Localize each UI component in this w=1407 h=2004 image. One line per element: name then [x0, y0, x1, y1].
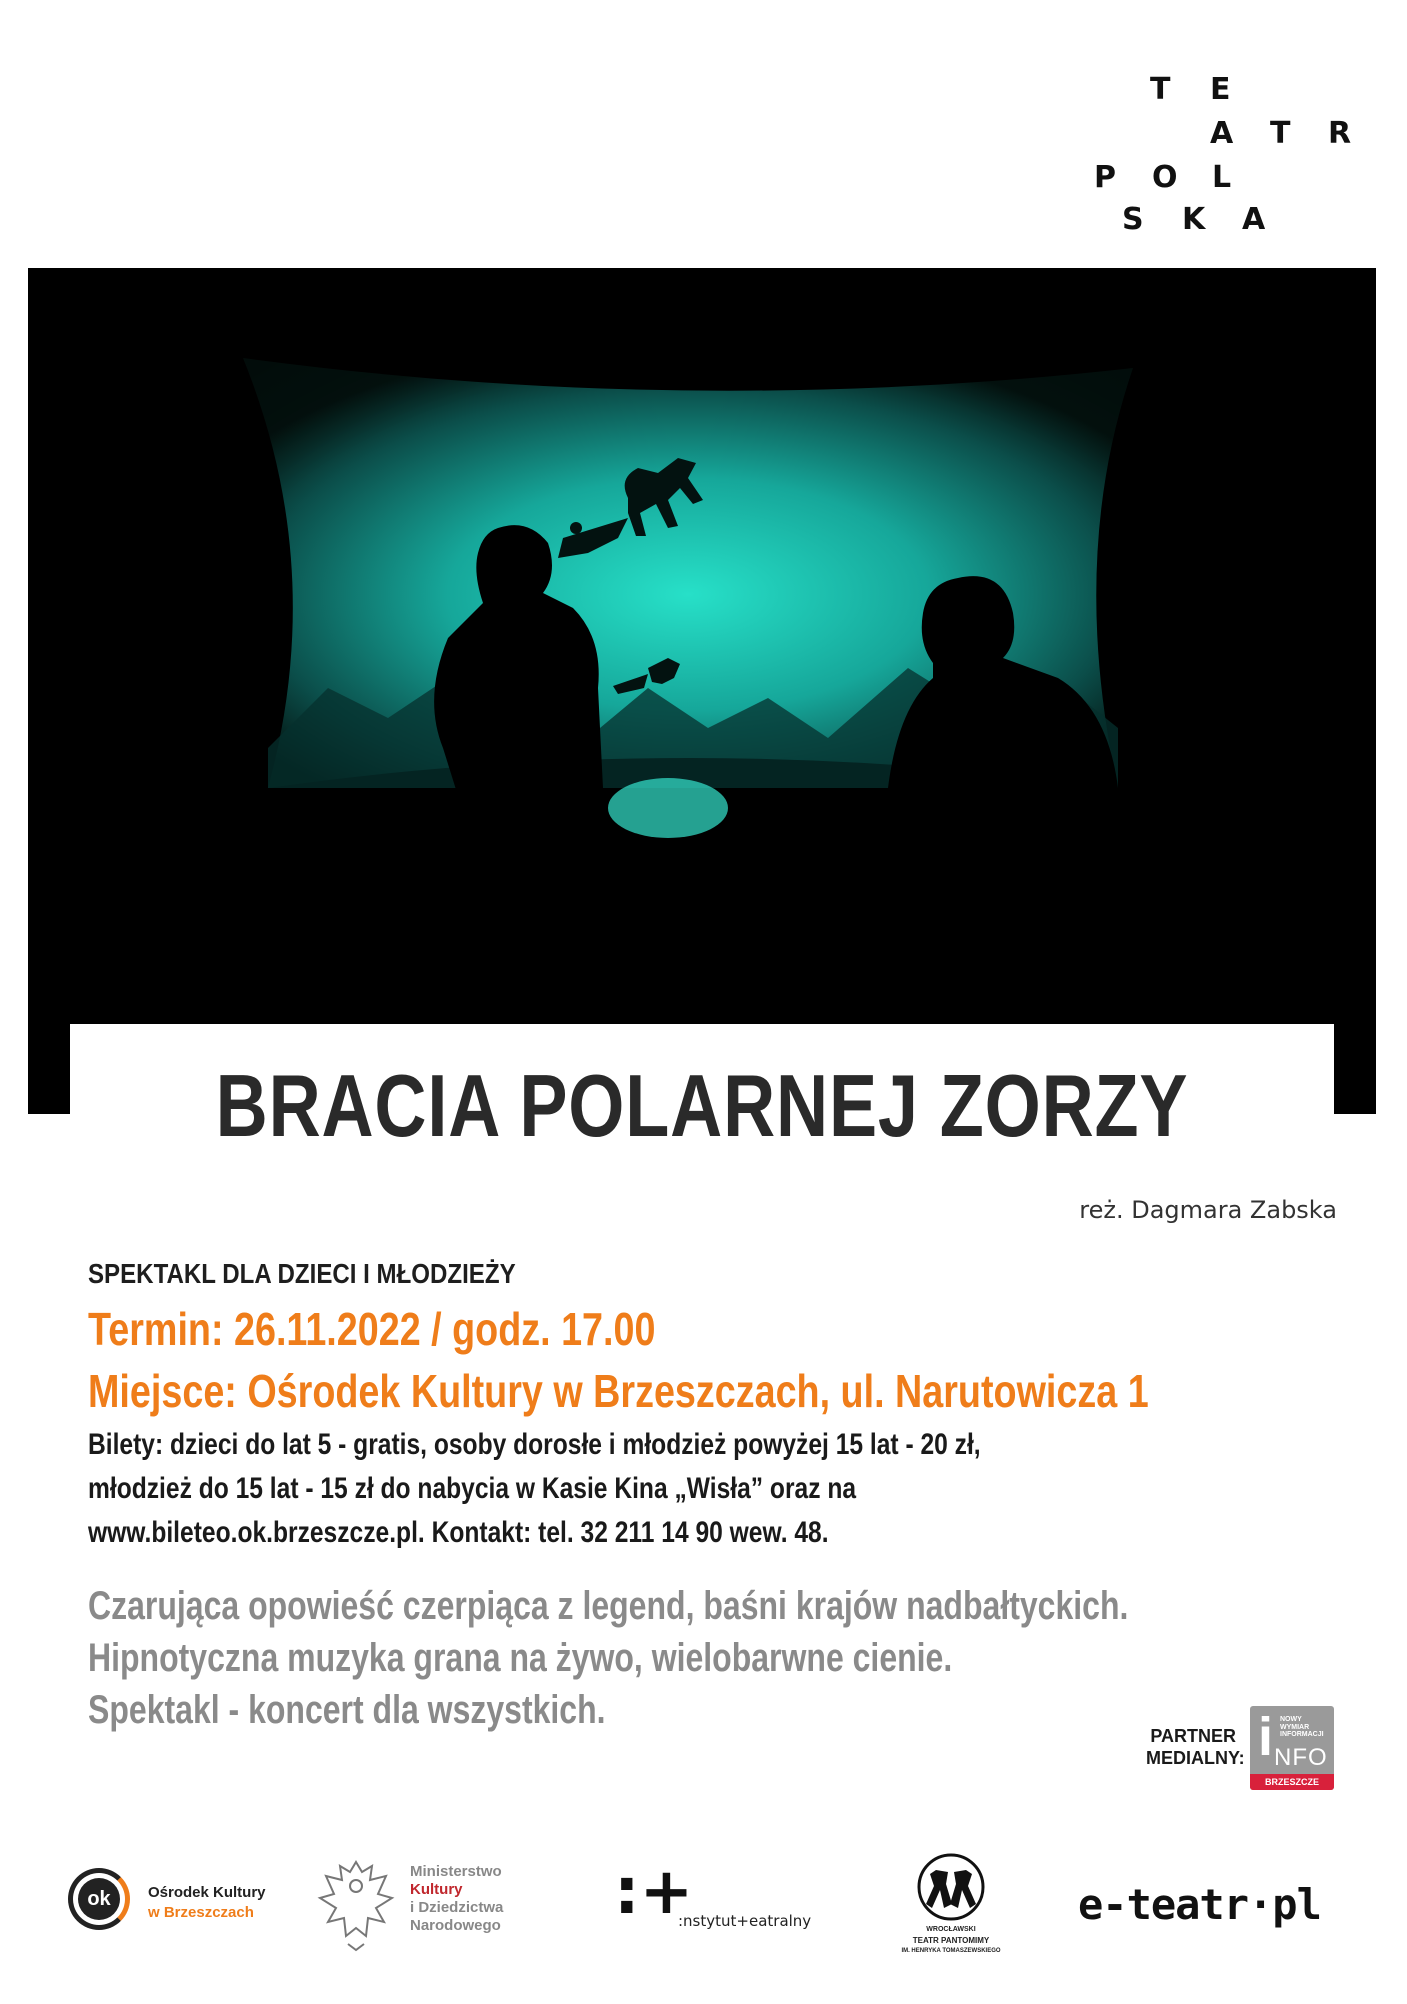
- logo-letter: L: [1212, 160, 1232, 195]
- logo-letter: R: [1328, 116, 1352, 151]
- e-teatr-logo: e-teatr·pl: [1078, 1880, 1321, 1929]
- event-date-time: Termin: 26.11.2022 / godz. 17.00: [88, 1303, 656, 1355]
- logo-letter: S: [1122, 202, 1144, 237]
- teatr-polska-logo: [1090, 72, 1352, 237]
- media-partner-label: PARTNER MEDIALNY:: [1146, 1726, 1245, 1768]
- ministry-culture-logo: Ministerstwo Kultury i Dziedzictwa Narodowego: [316, 1856, 546, 1956]
- logo-letter: T: [1150, 72, 1171, 107]
- logo-letter: E: [1210, 72, 1231, 107]
- event-venue: Miejsce: Ośrodek Kultury w Brzeszczach, ul. Narutowicza 1: [88, 1365, 1149, 1417]
- tickets-line: Bilety: dzieci do lat 5 - gratis, osoby dorosłe i młodzież powyżej 15 lat - 20 zł,: [88, 1428, 981, 1461]
- eagle-emblem-icon: [316, 1856, 396, 1952]
- instytut-teatralny-logo: :+ :nstytut+eatralny: [614, 1855, 812, 1930]
- logo-letter: T: [1270, 116, 1291, 151]
- teatr-pantomimy-logo: WROCŁAWSKI TEATR PANTOMIMY IM. HENRYKA TOMASZEWSKIEGO: [896, 1850, 1006, 1960]
- stage-photo: [28, 268, 1376, 1114]
- mime-figures-icon: [896, 1850, 1006, 1924]
- title-panel: [70, 1024, 1334, 1192]
- tickets-line: młodzież do 15 lat - 15 zł do nabycia w Kasie Kina „Wisła” oraz na: [88, 1472, 857, 1505]
- info-brzeszcze-logo: i NOWY WYMIAR INFORMACJI NFO BRZESZCZE: [1250, 1706, 1334, 1790]
- director-credit: reż. Dagmara Zabska: [1079, 1196, 1337, 1224]
- logo-letter: P: [1094, 160, 1116, 195]
- page-title: BRACIA POLARNEJ ZORZY: [215, 1056, 1189, 1155]
- osrodek-kultury-logo: ok Ośrodek Kultury w Brzeszczach: [68, 1862, 278, 1942]
- sponsor-logos: [0, 1850, 1407, 1970]
- logo-letter: K: [1182, 202, 1206, 237]
- description-line: Spektakl - koncert dla wszystkich.: [88, 1688, 606, 1732]
- logo-letter: O: [1152, 160, 1178, 195]
- ok-mark: ok: [78, 1878, 120, 1920]
- event-subtitle: SPEKTAKL DLA DZIECI I MŁODZIEŻY: [88, 1258, 516, 1289]
- logo-letter: A: [1210, 116, 1234, 151]
- logo-letter: A: [1242, 202, 1266, 237]
- description-line: Czarująca opowieść czerpiąca z legend, baśni krajów nadbałtyckich.: [88, 1584, 1129, 1628]
- tickets-line: www.bileteo.ok.brzeszcze.pl. Kontakt: tel. 32 211 14 90 wew. 48.: [88, 1516, 829, 1549]
- description-line: Hipnotyczna muzyka grana na żywo, wielobarwne cienie.: [88, 1636, 953, 1680]
